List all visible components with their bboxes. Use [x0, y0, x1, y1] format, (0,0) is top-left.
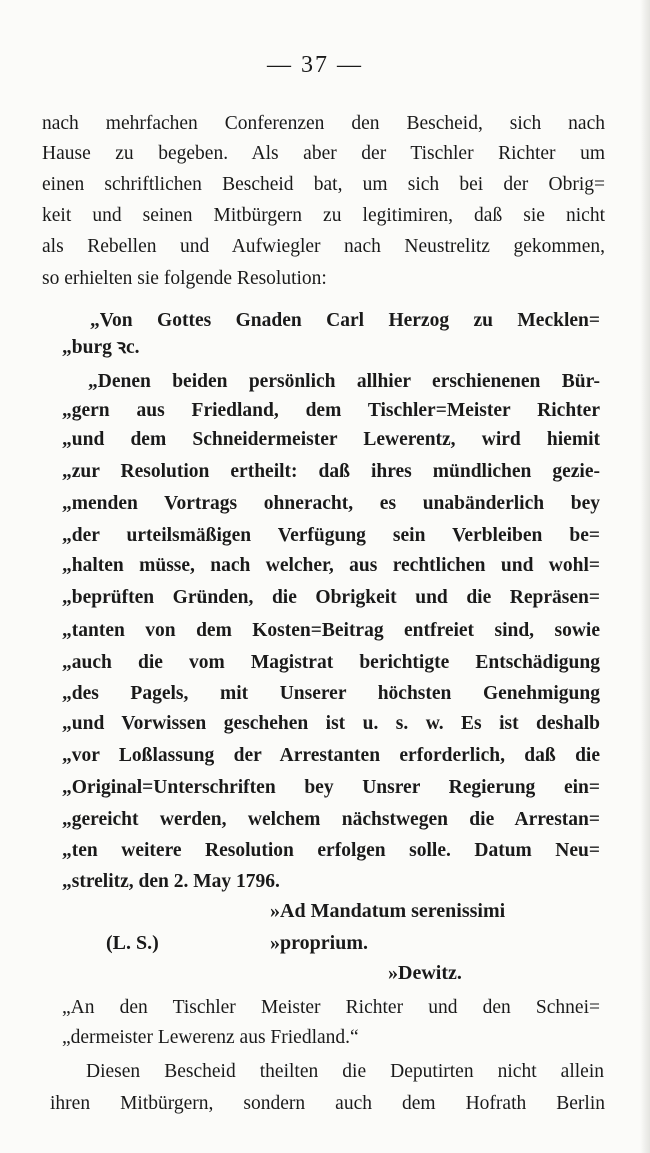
text-line: „beprüften Gründen, die Obrigkeit und die Repräsen=	[62, 587, 600, 608]
text-line: „Original=Unterschriften bey Unsrer Regierung ein=	[62, 777, 600, 798]
text-line: „Denen beiden persönlich allhier erschienenen Bür-	[88, 371, 600, 392]
text-line: „ten weitere Resolution erfolgen solle. Datum Neu=	[62, 840, 600, 861]
seal-mark: (L. S.)	[106, 932, 159, 954]
text-line: einen schriftlichen Bescheid bat, um sich bei der Obrig=	[42, 174, 605, 195]
text-line: nach mehrfachen Conferenzen den Bescheid, sich nach	[42, 113, 605, 134]
text-line: „menden Vortrags ohneracht, es unabänderlich bey	[62, 493, 600, 514]
page-edge-shadow	[640, 0, 650, 1153]
text-line: „halten müsse, nach welcher, aus rechtlichen und wohl=	[62, 555, 600, 576]
proprium-line: »proprium.	[270, 932, 368, 954]
text-line: „der urteilsmäßigen Verfügung sein Verbleiben be=	[62, 525, 600, 546]
text-line: ihren Mitbürgern, sondern auch dem Hofrath Berlin	[50, 1093, 605, 1114]
text-line: „zur Resolution ertheilt: daß ihres mündlichen gezie-	[62, 461, 600, 482]
text-line: keit und seinen Mitbürgern zu legitimiren, daß sie nicht	[42, 205, 605, 226]
text-line: „tanten von dem Kosten=Beitrag entfreiet sind, sowie	[62, 620, 600, 641]
text-line: als Rebellen und Aufwiegler nach Neustrelitz gekommen,	[42, 236, 605, 257]
text-line: Hause zu begeben. Als aber der Tischler Richter um	[42, 143, 605, 164]
text-line: „strelitz, den 2. May 1796.	[62, 871, 280, 892]
text-line: „und Vorwissen geschehen ist u. s. w. Es ist deshalb	[62, 713, 600, 734]
text-line: „gern aus Friedland, dem Tischler=Meister Richter	[62, 400, 600, 421]
mandatum-line: »Ad Mandatum serenissimi	[270, 900, 506, 922]
text-line: „burg ꝛc.	[62, 337, 140, 358]
address-line: „An den Tischler Meister Richter und den Schnei=	[62, 997, 600, 1018]
text-line: „vor Loßlassung der Arrestanten erforderlich, daß die	[62, 745, 600, 766]
text-line: „des Pagels, mit Unserer höchsten Genehmigung	[62, 683, 600, 704]
text-line: so erhielten sie folgende Resolution:	[42, 268, 327, 289]
text-line: „Von Gottes Gnaden Carl Herzog zu Mecklen=	[90, 310, 600, 331]
address-line: „dermeister Lewerenz aus Friedland.“	[62, 1027, 359, 1048]
text-line: „auch die vom Magistrat berichtigte Entschädigung	[62, 652, 600, 673]
signer-name: »Dewitz.	[388, 962, 462, 984]
text-line: „und dem Schneidermeister Lewerentz, wird hiemit	[62, 429, 600, 450]
text-line: „gereicht werden, welchem nächstwegen die Arrestan=	[62, 809, 600, 830]
text-line: Diesen Bescheid theilten die Deputirten nicht allein	[86, 1061, 604, 1082]
page-number: — 37 —	[267, 52, 363, 78]
